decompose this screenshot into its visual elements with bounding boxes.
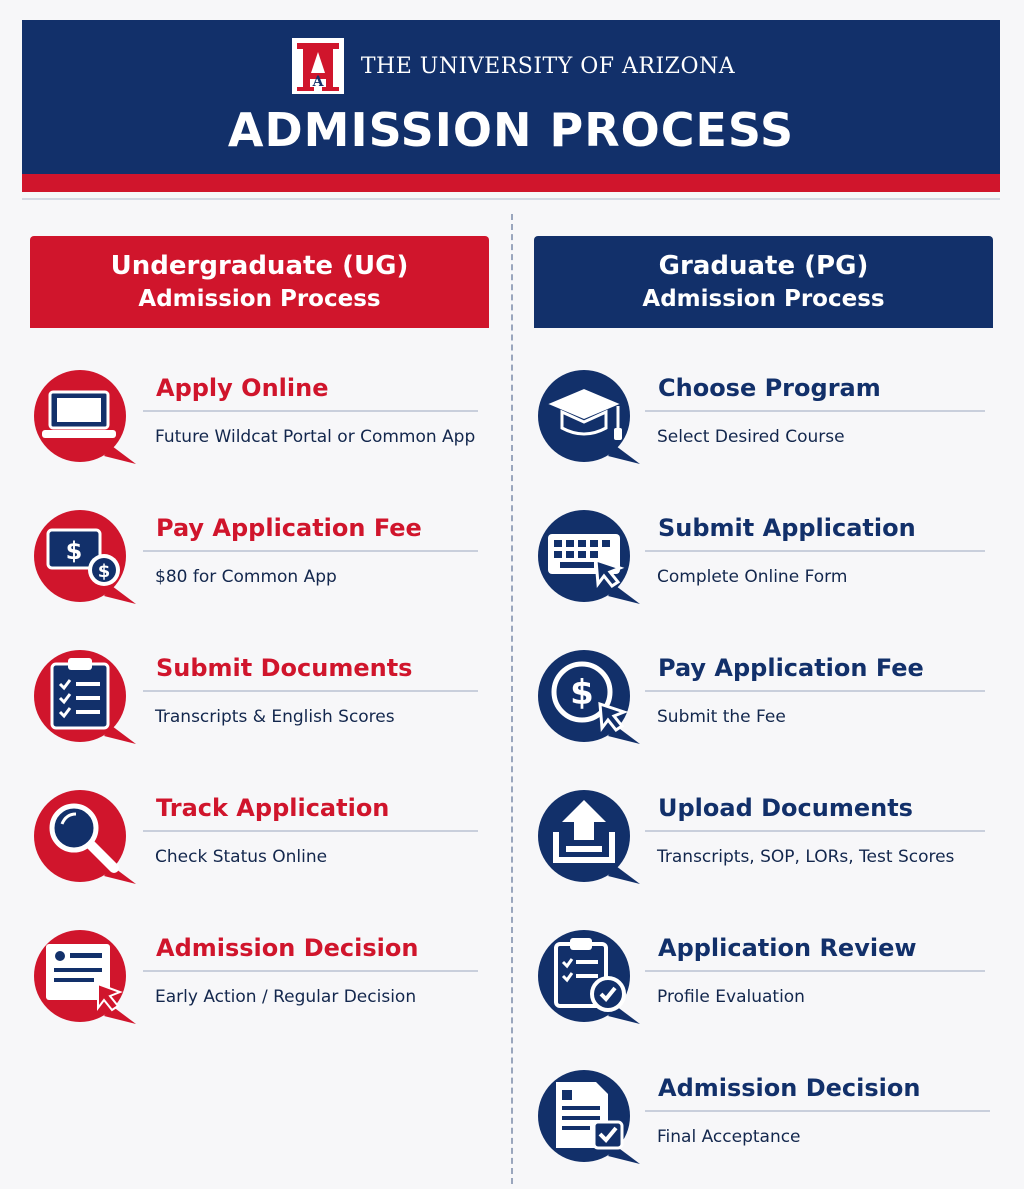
university-logo-row: [0, 34, 1024, 98]
laptop-icon: [28, 366, 140, 470]
step-rule: [645, 550, 985, 552]
page-title: ADMISSION PROCESS: [227, 103, 795, 157]
step-title: Submit Application: [658, 514, 916, 542]
payment-icon: [28, 506, 140, 610]
svg-text:$: $: [97, 561, 111, 582]
header-red-stripe: [22, 174, 1000, 192]
header-divider-line: [22, 198, 1000, 200]
ug-heading-line1: Undergraduate (UG): [110, 251, 409, 281]
step-title: Pay Application Fee: [156, 514, 422, 542]
upload-icon: [530, 786, 642, 890]
svg-text:A: A: [312, 74, 324, 90]
step-title: Application Review: [658, 934, 917, 962]
step-rule: [645, 410, 985, 412]
step-subtitle: $80 for Common App: [155, 567, 337, 587]
step-subtitle: Future Wildcat Portal or Common App: [155, 427, 476, 447]
step-rule: [143, 970, 478, 972]
step-title: Submit Documents: [156, 654, 413, 682]
step-subtitle: Submit the Fee: [657, 707, 786, 727]
university-name: THE UNIVERSITY OF ARIZONA: [360, 53, 736, 79]
step-title: Pay Application Fee: [658, 654, 924, 682]
step-title: Track Application: [156, 794, 390, 822]
step-subtitle: Profile Evaluation: [657, 987, 805, 1007]
step-rule: [645, 1110, 990, 1112]
step-title: Admission Decision: [658, 1074, 921, 1102]
column-divider: [511, 214, 513, 1184]
step-subtitle: Final Acceptance: [657, 1127, 801, 1147]
magnifier-icon: [28, 786, 140, 890]
step-subtitle: Transcripts, SOP, LORs, Test Scores: [657, 847, 955, 867]
svg-text:$: $: [65, 537, 83, 565]
decision-card-icon: [28, 926, 140, 1030]
step-subtitle: Select Desired Course: [657, 427, 845, 447]
keyboard-icon: [530, 506, 642, 610]
pg-heading-line2: Admission Process: [642, 286, 885, 312]
step-title: Apply Online: [156, 374, 329, 402]
step-title: Admission Decision: [156, 934, 419, 962]
checklist-icon: [530, 926, 642, 1030]
acceptance-letter-icon: [530, 1066, 642, 1170]
step-rule: [645, 690, 985, 692]
ug-heading-line2: Admission Process: [138, 286, 381, 312]
pg-heading-line1: Graduate (PG): [658, 251, 869, 281]
step-title: Upload Documents: [658, 794, 913, 822]
step-rule: [143, 830, 478, 832]
step-subtitle: Early Action / Regular Decision: [155, 987, 417, 1007]
graduation-cap-icon: [530, 366, 642, 470]
step-title: Choose Program: [658, 374, 881, 402]
university-logo-icon: [289, 35, 347, 97]
ug-column-header: [30, 236, 489, 328]
dollar-coin-icon: [530, 646, 642, 750]
step-rule: [143, 550, 478, 552]
pg-column-header: [534, 236, 993, 328]
step-subtitle: Check Status Online: [155, 847, 328, 867]
step-rule: [143, 410, 478, 412]
clipboard-icon: [28, 646, 140, 750]
step-rule: [143, 690, 478, 692]
step-rule: [645, 970, 985, 972]
step-rule: [645, 830, 985, 832]
step-subtitle: Complete Online Form: [657, 567, 848, 587]
svg-text:$: $: [570, 673, 594, 713]
step-subtitle: Transcripts & English Scores: [155, 707, 395, 727]
